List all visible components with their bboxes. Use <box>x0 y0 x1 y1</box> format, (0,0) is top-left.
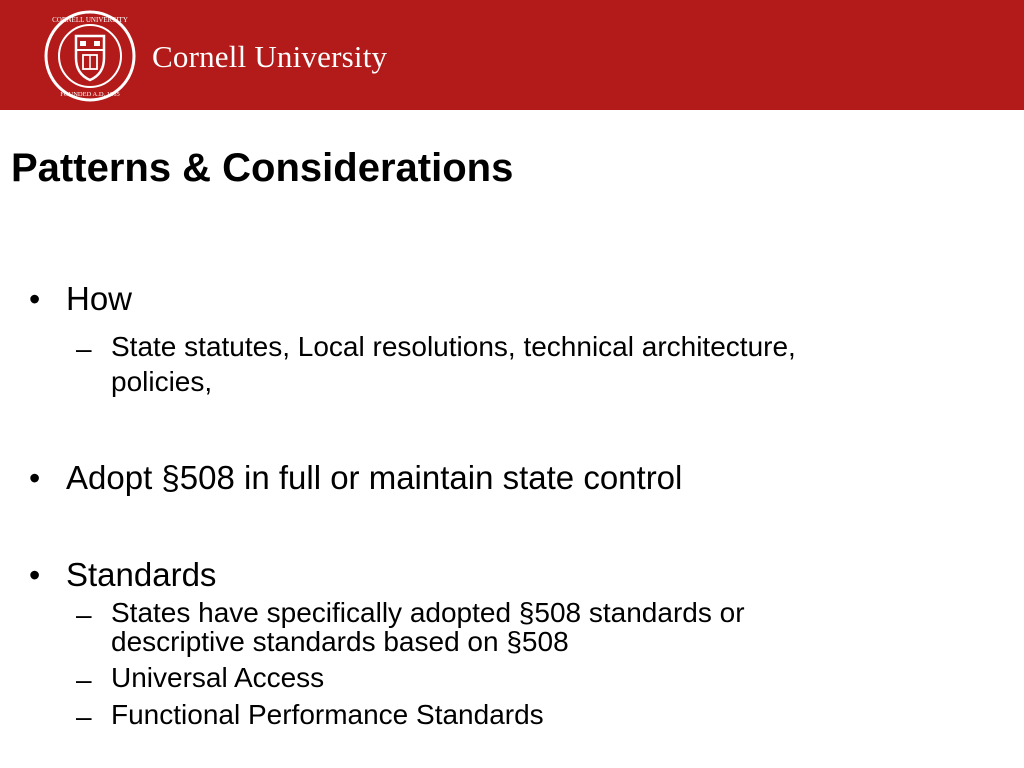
bullet-marker: • <box>29 281 41 317</box>
seal-text-top: CORNELL UNIVERSITY <box>52 16 128 24</box>
dash-marker: – <box>76 664 92 695</box>
sub-bullet-text: Universal Access <box>111 662 325 693</box>
cornell-wordmark: Cornell University <box>152 39 388 74</box>
bullet-text: How <box>66 280 133 317</box>
bullet-marker: • <box>29 557 41 593</box>
bullet-text: Standards <box>66 556 217 593</box>
header-bar <box>0 0 1024 110</box>
sub-bullet-text: State statutes, Local resolutions, technical architecture, <box>111 331 796 362</box>
bullet-text: Adopt §508 in full or maintain state control <box>66 459 683 496</box>
cornell-seal-icon <box>42 10 138 102</box>
sub-bullet-text: Functional Performance Standards <box>111 699 544 730</box>
sub-bullet-text: States have specifically adopted §508 standards or <box>111 597 745 628</box>
sub-bullet-text-cont: descriptive standards based on §508 <box>111 626 569 657</box>
seal-text-bottom: FOUNDED A.D. 1865 <box>60 91 120 98</box>
dash-marker: – <box>76 701 92 732</box>
bullet-marker: • <box>29 460 41 496</box>
dash-marker: – <box>76 333 92 364</box>
sub-bullet-text-cont: policies, <box>111 366 213 397</box>
slide-title: Patterns & Considerations <box>11 146 514 190</box>
dash-marker: – <box>76 599 92 630</box>
